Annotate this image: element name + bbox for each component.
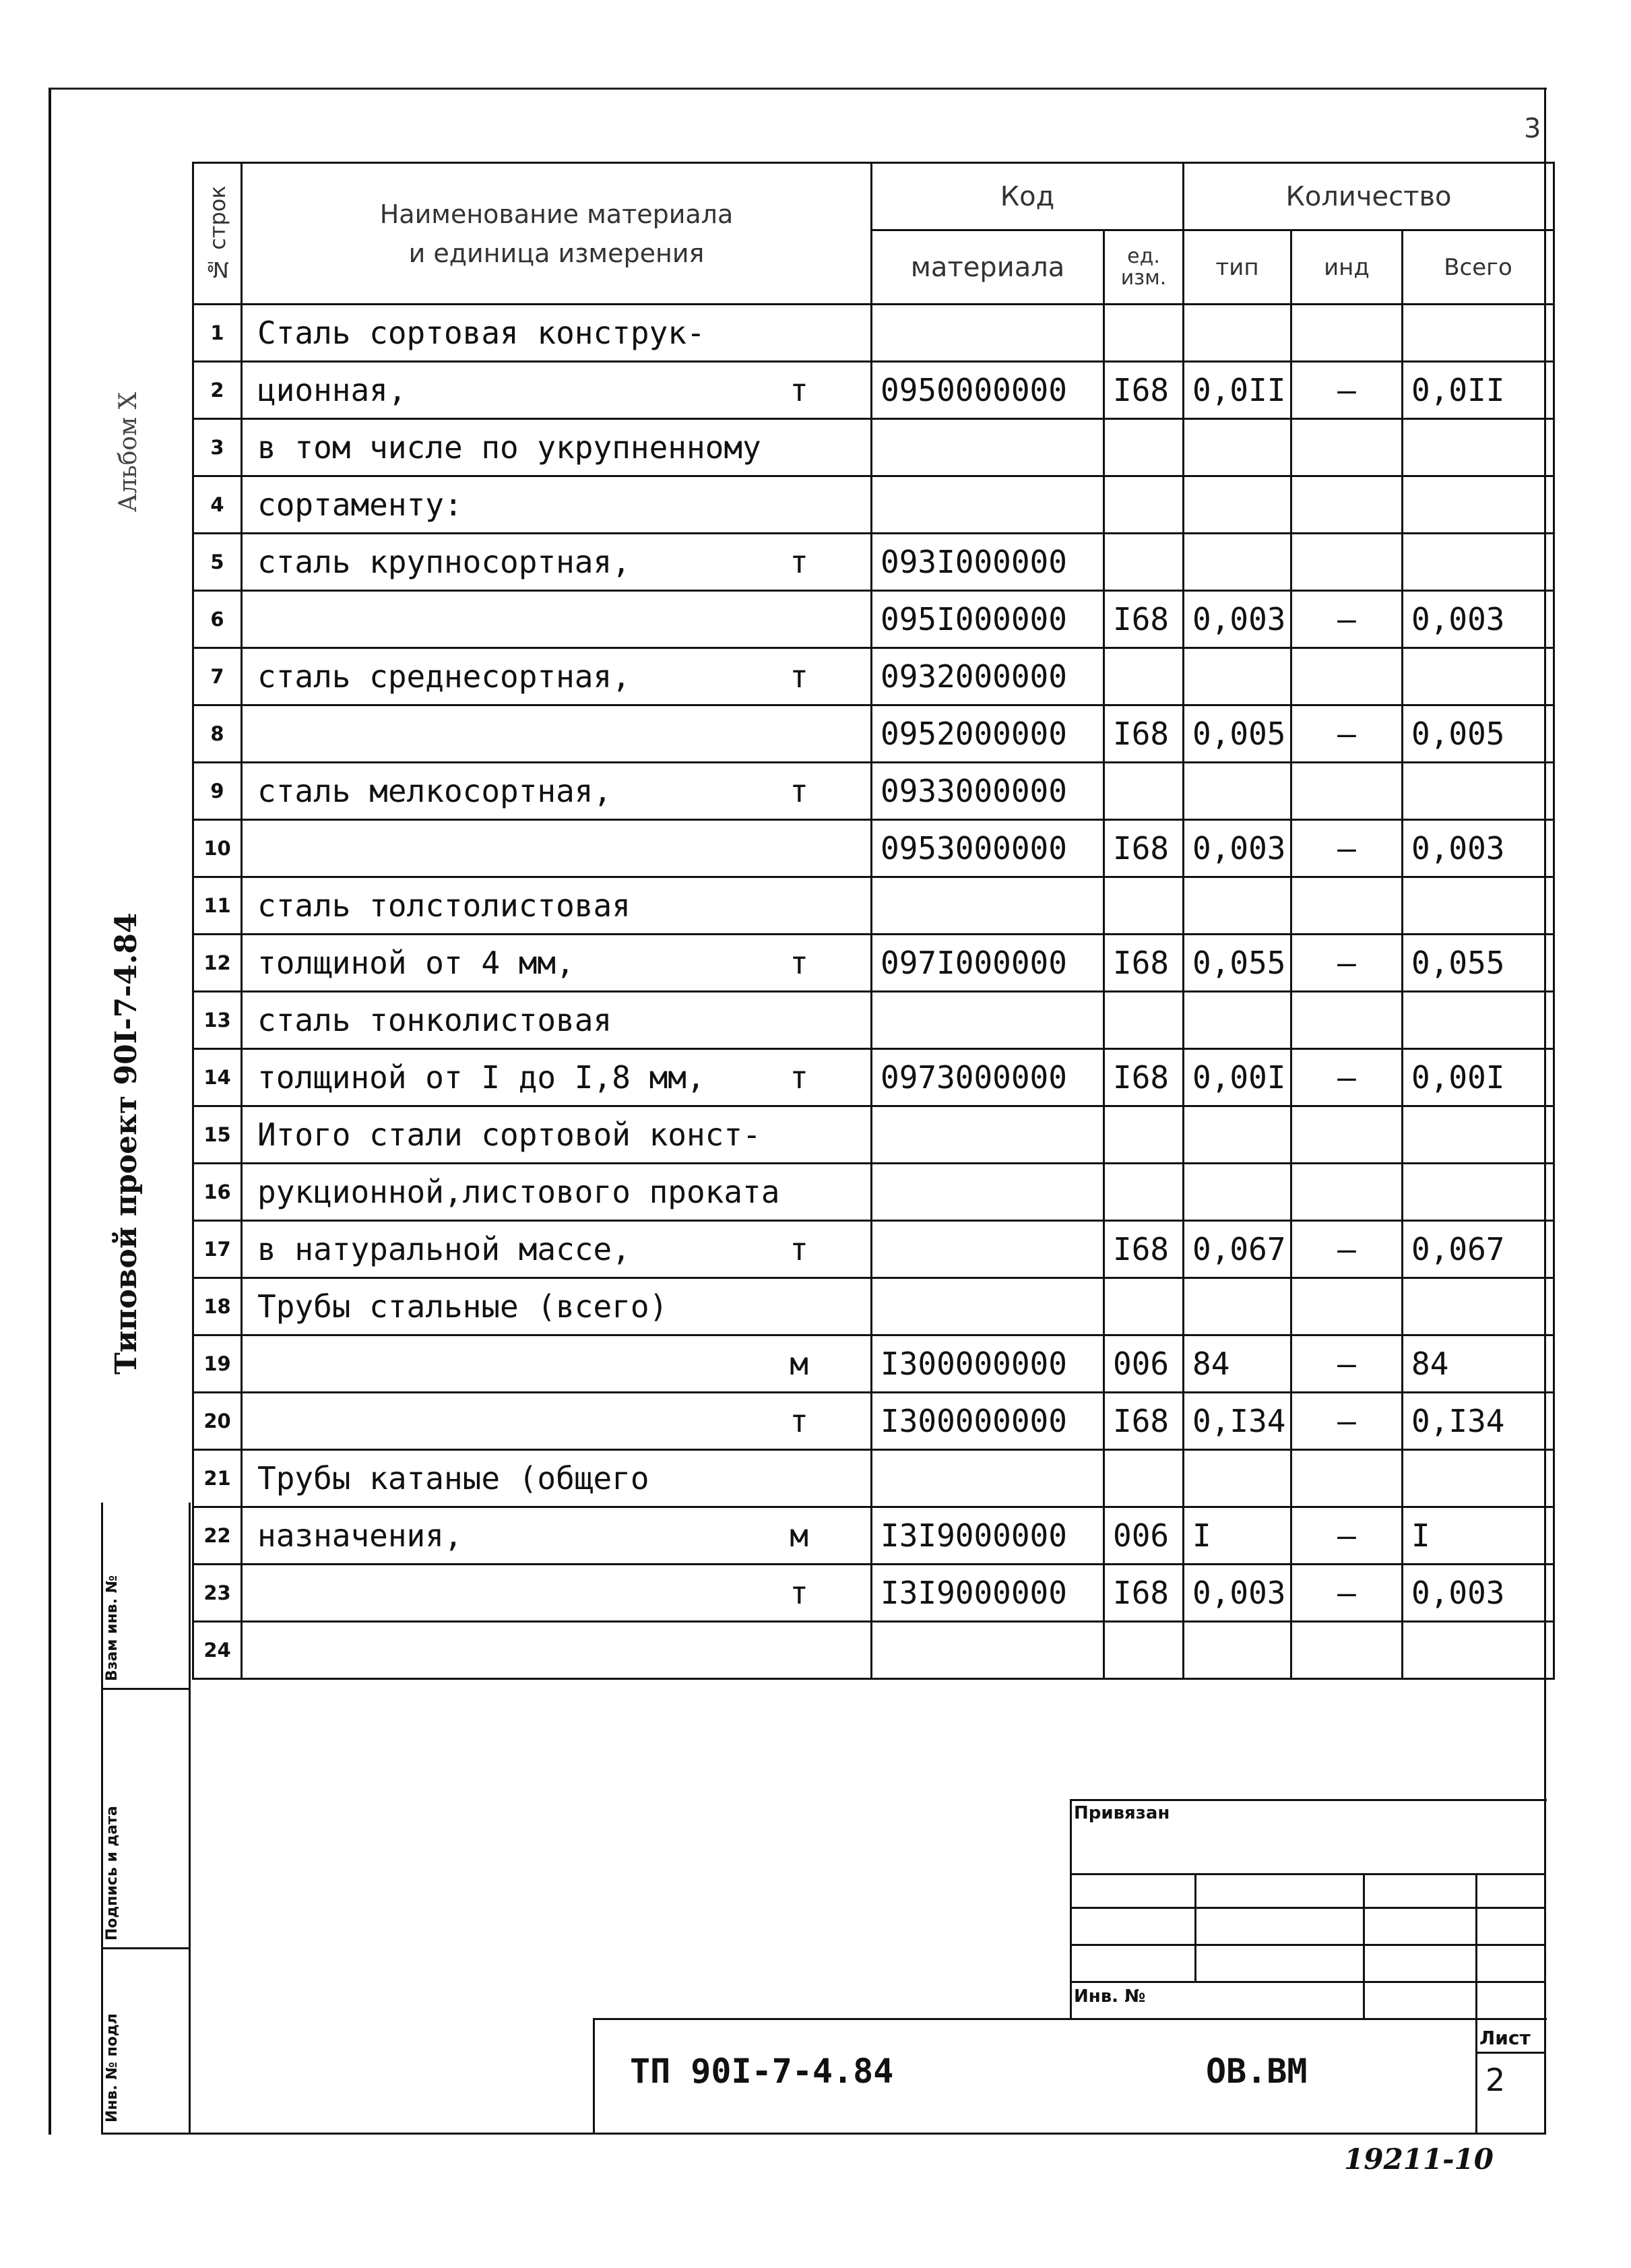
table-row [193, 1393, 1554, 1450]
unit-code-cell: 006 [1104, 1335, 1184, 1393]
qty-ind-cell [1291, 1622, 1403, 1679]
page-number: 3 [1524, 113, 1541, 144]
header-quantity-group: Количество [1184, 163, 1554, 230]
measure-unit-text: т [790, 1059, 808, 1096]
qty-total-cell [1403, 648, 1554, 705]
album-label: Альбом X [115, 391, 142, 512]
privyazan-row-4 [1070, 1981, 1545, 1983]
row-number-cell: 23 [193, 1565, 242, 1622]
table-row [193, 1507, 1554, 1565]
qty-total-cell [1403, 476, 1554, 534]
inv-podl-label: Инв. № подл [104, 2013, 121, 2122]
row-number-cell: 17 [193, 1221, 242, 1278]
material-name-text: сталь среднесортная, [257, 658, 631, 695]
row-number-cell: 8 [193, 705, 242, 763]
unit-code-cell [1104, 1450, 1184, 1507]
table-row [193, 648, 1554, 705]
material-code-cell: 0932000000 [872, 648, 1104, 705]
unit-code-cell: I68 [1104, 820, 1184, 877]
qty-tip-cell [1184, 763, 1291, 820]
unit-code-cell [1104, 1622, 1184, 1679]
row-number-cell: 16 [193, 1164, 242, 1221]
qty-ind-cell: – [1291, 935, 1403, 992]
measure-unit-text: м [790, 1346, 808, 1382]
qty-total-cell: 0,00I [1403, 1049, 1554, 1106]
material-name-cell [242, 992, 872, 1049]
qty-total-cell [1403, 1278, 1554, 1335]
material-name-text: Трубы катаные (общего [257, 1460, 649, 1497]
qty-tip-cell [1184, 534, 1291, 591]
qty-tip-cell: 84 [1184, 1335, 1291, 1393]
qty-tip-cell: 0,003 [1184, 820, 1291, 877]
material-name-cell [242, 1622, 872, 1679]
table-row [193, 992, 1554, 1049]
doc-code: ТП 90I-7-4.84 [630, 2052, 894, 2091]
unit-code-cell [1104, 1278, 1184, 1335]
unit-code-cell [1104, 763, 1184, 820]
material-name-cell [242, 1507, 872, 1565]
material-name-text: Сталь сортовая конструк- [257, 315, 705, 351]
material-name-cell [242, 591, 872, 648]
row-number-cell: 13 [193, 992, 242, 1049]
row-number-cell: 9 [193, 763, 242, 820]
materials-table [192, 162, 1555, 1680]
unit-code-cell: I68 [1104, 1221, 1184, 1278]
qty-ind-cell [1291, 877, 1403, 935]
material-name-cell [242, 1106, 872, 1164]
qty-total-cell: 0,055 [1403, 935, 1554, 992]
material-name-cell [242, 763, 872, 820]
material-code-cell: I300000000 [872, 1393, 1104, 1450]
material-name-text: ционная, [257, 372, 407, 408]
table-row [193, 305, 1554, 362]
material-code-cell: I300000000 [872, 1335, 1104, 1393]
material-name-cell [242, 705, 872, 763]
qty-tip-cell [1184, 877, 1291, 935]
material-code-cell: 0953000000 [872, 820, 1104, 877]
qty-total-cell [1403, 419, 1554, 476]
qty-ind-cell [1291, 1106, 1403, 1164]
material-name-text: сталь толстолистовая [257, 887, 631, 924]
table-row [193, 1106, 1554, 1164]
unit-code-cell: I68 [1104, 362, 1184, 419]
unit-code-cell: I68 [1104, 591, 1184, 648]
binding-strip-divider-1 [101, 1688, 189, 1690]
privyazan-col-1 [1194, 1873, 1196, 1981]
material-name-text: толщиной от 4 мм, [257, 945, 575, 981]
unit-code-cell [1104, 476, 1184, 534]
header-name-line2: и единица измерения [408, 238, 705, 268]
measure-unit-text: т [790, 658, 808, 695]
unit-code-cell [1104, 305, 1184, 362]
material-name-text: назначения, [257, 1517, 463, 1554]
qty-ind-cell [1291, 419, 1403, 476]
row-number-cell: 21 [193, 1450, 242, 1507]
qty-ind-cell: – [1291, 591, 1403, 648]
material-name-cell [242, 419, 872, 476]
material-code-cell: 097I000000 [872, 935, 1104, 992]
qty-tip-cell: 0,055 [1184, 935, 1291, 992]
qty-ind-cell [1291, 648, 1403, 705]
table-row [193, 419, 1554, 476]
qty-tip-cell [1184, 992, 1291, 1049]
material-code-cell [872, 1221, 1104, 1278]
qty-tip-cell [1184, 305, 1291, 362]
material-name-cell [242, 1393, 872, 1450]
material-name-text: сталь тонколистовая [257, 1002, 612, 1038]
material-code-cell: I3I9000000 [872, 1507, 1104, 1565]
table-row [193, 877, 1554, 935]
unit-code-cell [1104, 1164, 1184, 1221]
qty-tip-cell [1184, 476, 1291, 534]
header-code-group: Код [872, 163, 1184, 230]
material-name-cell [242, 305, 872, 362]
qty-tip-cell [1184, 648, 1291, 705]
qty-total-cell [1403, 992, 1554, 1049]
material-name-cell [242, 1221, 872, 1278]
inv-no-label: Инв. № [1074, 1986, 1146, 2007]
header-code-material: материала [872, 230, 1104, 305]
material-code-cell [872, 1622, 1104, 1679]
qty-ind-cell: – [1291, 705, 1403, 763]
header-row-number: № строк [193, 163, 242, 305]
material-name-cell [242, 534, 872, 591]
qty-ind-cell: – [1291, 820, 1403, 877]
material-name-text: Трубы стальные (всего) [257, 1288, 668, 1325]
material-name-text: сталь мелкосортная, [257, 773, 612, 809]
qty-ind-cell: – [1291, 1049, 1403, 1106]
table-row [193, 1335, 1554, 1393]
qty-total-cell: 0,I34 [1403, 1393, 1554, 1450]
row-number-cell: 19 [193, 1335, 242, 1393]
unit-code-cell [1104, 992, 1184, 1049]
unit-code-cell: 006 [1104, 1507, 1184, 1565]
unit-code-cell: I68 [1104, 1393, 1184, 1450]
row-number-cell: 5 [193, 534, 242, 591]
material-code-cell [872, 1106, 1104, 1164]
frame-left-inner-border [189, 1503, 191, 2133]
material-code-cell [872, 1450, 1104, 1507]
material-name-text: Итого стали сортовой конст- [257, 1116, 761, 1153]
header-name-line1: Наименование материала [379, 199, 734, 229]
row-number-cell: 24 [193, 1622, 242, 1679]
qty-total-cell: 0,0II [1403, 362, 1554, 419]
table-row [193, 1565, 1554, 1622]
material-name-cell [242, 877, 872, 935]
unit-code-cell [1104, 1106, 1184, 1164]
material-code-cell [872, 877, 1104, 935]
qty-tip-cell [1184, 1450, 1291, 1507]
qty-total-cell [1403, 1106, 1554, 1164]
material-name-text: сталь крупносортная, [257, 544, 631, 580]
qty-total-cell [1403, 305, 1554, 362]
row-number-cell: 3 [193, 419, 242, 476]
sheet-divider [1475, 2052, 1545, 2054]
row-number-cell: 14 [193, 1049, 242, 1106]
row-number-cell: 6 [193, 591, 242, 648]
material-name-text: рукционной,листового проката [257, 1174, 780, 1210]
table-row [193, 591, 1554, 648]
material-code-cell: I3I9000000 [872, 1565, 1104, 1622]
unit-code-cell: I68 [1104, 1049, 1184, 1106]
material-name-text: в натуральной массе, [257, 1231, 631, 1267]
row-number-cell: 2 [193, 362, 242, 419]
material-code-cell: 0933000000 [872, 763, 1104, 820]
qty-tip-cell [1184, 1278, 1291, 1335]
table-row [193, 935, 1554, 992]
material-code-cell [872, 1164, 1104, 1221]
qty-tip-cell [1184, 1622, 1291, 1679]
qty-ind-cell: – [1291, 362, 1403, 419]
qty-ind-cell: – [1291, 1335, 1403, 1393]
qty-total-cell [1403, 877, 1554, 935]
material-name-cell [242, 1450, 872, 1507]
unit-code-cell [1104, 534, 1184, 591]
material-name-cell [242, 648, 872, 705]
privyazan-col-2 [1363, 1873, 1365, 2018]
qty-tip-cell: 0,00I [1184, 1049, 1291, 1106]
material-name-cell [242, 476, 872, 534]
unit-code-cell: I68 [1104, 1565, 1184, 1622]
table-row [193, 1450, 1554, 1507]
table-row [193, 705, 1554, 763]
measure-unit-text: т [790, 372, 808, 408]
material-name-cell [242, 1049, 872, 1106]
row-number-cell: 10 [193, 820, 242, 877]
table-row [193, 820, 1554, 877]
binding-strip-divider-2 [101, 1947, 189, 1949]
qty-total-cell [1403, 763, 1554, 820]
qty-ind-cell: – [1291, 1393, 1403, 1450]
header-qty-ind: инд [1291, 230, 1403, 305]
qty-ind-cell [1291, 1278, 1403, 1335]
material-name-text: в том числе по укрупненному [257, 429, 761, 466]
material-name-cell [242, 820, 872, 877]
header-qty-total: Всего [1403, 230, 1554, 305]
qty-tip-cell: 0,067 [1184, 1221, 1291, 1278]
table-row [193, 1049, 1554, 1106]
table-row [193, 1164, 1554, 1221]
qty-total-cell: I [1403, 1507, 1554, 1565]
material-code-cell: 0973000000 [872, 1049, 1104, 1106]
qty-total-cell: 0,003 [1403, 820, 1554, 877]
unit-code-cell: I68 [1104, 935, 1184, 992]
podpis-data-label: Подпись и дата [104, 1806, 121, 1941]
header-qty-tip: тип [1184, 230, 1291, 305]
material-code-cell [872, 419, 1104, 476]
doc-mark: ОВ.ВМ [1206, 2052, 1308, 2091]
material-code-cell [872, 305, 1104, 362]
measure-unit-text: т [790, 945, 808, 981]
qty-total-cell [1403, 534, 1554, 591]
material-code-cell: 0952000000 [872, 705, 1104, 763]
table-row [193, 1221, 1554, 1278]
qty-total-cell: 0,005 [1403, 705, 1554, 763]
qty-tip-cell: 0,003 [1184, 1565, 1291, 1622]
qty-tip-cell [1184, 419, 1291, 476]
privyazan-label: Привязан [1074, 1803, 1170, 1823]
material-code-cell [872, 476, 1104, 534]
material-name-text: толщиной от I до I,8 мм, [257, 1059, 705, 1096]
material-name-text: сортаменту: [257, 486, 463, 523]
binding-strip-left [101, 1503, 103, 2133]
qty-ind-cell: – [1291, 1507, 1403, 1565]
material-code-cell: 095I000000 [872, 591, 1104, 648]
material-code-cell [872, 992, 1104, 1049]
qty-ind-cell [1291, 1164, 1403, 1221]
qty-ind-cell [1291, 305, 1403, 362]
material-name-cell [242, 1565, 872, 1622]
privyazan-row-2 [1070, 1907, 1545, 1909]
table-row [193, 534, 1554, 591]
qty-ind-cell: – [1291, 1565, 1403, 1622]
measure-unit-text: т [790, 1403, 808, 1439]
table-row [193, 476, 1554, 534]
material-name-cell [242, 1278, 872, 1335]
qty-tip-cell: 0,0II [1184, 362, 1291, 419]
table-row [193, 763, 1554, 820]
qty-total-cell [1403, 1622, 1554, 1679]
material-code-cell: 0950000000 [872, 362, 1104, 419]
table-row [193, 1622, 1554, 1679]
privyazan-row-1 [1070, 1873, 1545, 1875]
qty-ind-cell: – [1291, 1221, 1403, 1278]
qty-tip-cell: 0,005 [1184, 705, 1291, 763]
qty-ind-cell [1291, 476, 1403, 534]
row-number-cell: 18 [193, 1278, 242, 1335]
sheet-label: Лист [1479, 2027, 1531, 2049]
measure-unit-text: т [790, 1575, 808, 1611]
row-number-cell: 22 [193, 1507, 242, 1565]
qty-total-cell: 0,067 [1403, 1221, 1554, 1278]
material-name-cell [242, 1335, 872, 1393]
privyazan-row-3 [1070, 1944, 1545, 1946]
qty-total-cell [1403, 1450, 1554, 1507]
unit-code-cell [1104, 419, 1184, 476]
row-number-cell: 20 [193, 1393, 242, 1450]
qty-ind-cell [1291, 992, 1403, 1049]
vzam-inv-label: Взам инв. № [104, 1575, 121, 1681]
qty-tip-cell: 0,003 [1184, 591, 1291, 648]
table-row [193, 362, 1554, 419]
qty-tip-cell [1184, 1164, 1291, 1221]
row-number-cell: 15 [193, 1106, 242, 1164]
unit-code-cell: I68 [1104, 705, 1184, 763]
qty-total-cell [1403, 1164, 1554, 1221]
sheet-number: 2 [1485, 2062, 1506, 2098]
measure-unit-text: т [790, 544, 808, 580]
material-name-cell [242, 362, 872, 419]
material-code-cell [872, 1278, 1104, 1335]
qty-tip-cell: I [1184, 1507, 1291, 1565]
qty-ind-cell [1291, 534, 1403, 591]
qty-ind-cell [1291, 763, 1403, 820]
material-name-cell [242, 1164, 872, 1221]
measure-unit-text: т [790, 1231, 808, 1267]
qty-total-cell: 0,003 [1403, 1565, 1554, 1622]
project-label: Типовой проект 90I-7-4.84 [109, 912, 143, 1375]
row-number-cell: 12 [193, 935, 242, 992]
header-code-unit: ед. изм. [1104, 230, 1184, 305]
unit-code-cell [1104, 877, 1184, 935]
qty-ind-cell [1291, 1450, 1403, 1507]
footer-archive-code: 19211-10 [1344, 2143, 1494, 2176]
table-row [193, 1278, 1554, 1335]
row-number-cell: 11 [193, 877, 242, 935]
qty-tip-cell [1184, 1106, 1291, 1164]
row-number-cell: 7 [193, 648, 242, 705]
material-code-cell: 093I000000 [872, 534, 1104, 591]
unit-code-cell [1104, 648, 1184, 705]
qty-total-cell: 0,003 [1403, 591, 1554, 648]
qty-tip-cell: 0,I34 [1184, 1393, 1291, 1450]
header-material-name [242, 163, 872, 305]
measure-unit-text: м [790, 1517, 808, 1554]
measure-unit-text: т [790, 773, 808, 809]
material-name-cell [242, 935, 872, 992]
row-number-cell: 1 [193, 305, 242, 362]
row-number-cell: 4 [193, 476, 242, 534]
qty-total-cell: 84 [1403, 1335, 1554, 1393]
